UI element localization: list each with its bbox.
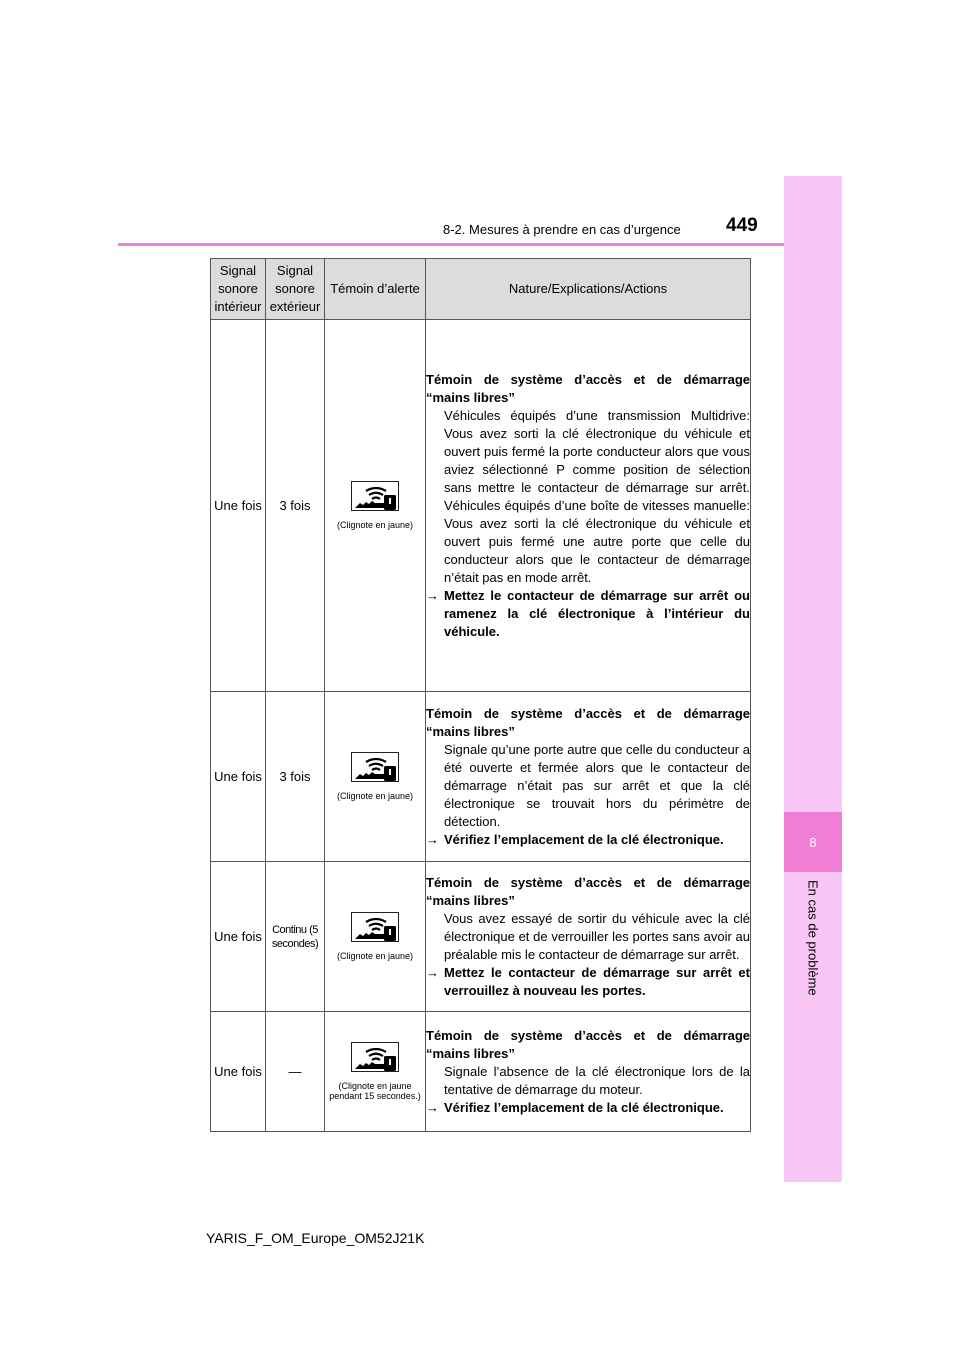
interior-buzzer-cell: Une fois <box>211 862 266 1012</box>
row-action-text: Vérifiez l’emplacement de la clé électronique. <box>444 831 724 847</box>
section-header: 8-2. Mesures à prendre en cas d’urgence <box>443 222 681 237</box>
smart-key-warning-icon <box>351 752 399 782</box>
row-title-sub: “mains libres” <box>426 892 515 908</box>
row-explanation: Vous avez essayé de sortir du véhicule avec la clé électronique et de verrouiller les portes sans avoir au préalable mis le contacteur de démarrage sur arrêt. <box>444 910 750 962</box>
interior-buzzer-cell: Une fois <box>211 692 266 862</box>
row-explanation: Véhicules équipés d’une transmission Multidrive: Vous avez sorti la clé électronique du véhicule et ouvert puis fermé la porte conducteur alors que vous aviez sélectionné P comme position de sélection sans mettre le contacteur de démarrage sur arrêt. Véhicules équipés d’une boîte de vitesses manuelle: Vous avez sorti la clé électronique du véhicule et ouvert puis fermé une autre porte que celle du conducteur alors que le contacteur de démarrage n’était pas en mode arrêt. <box>444 407 750 585</box>
smart-key-warning-icon <box>351 912 399 942</box>
table-header-row <box>211 259 751 320</box>
header-details: Nature/Explications/Actions <box>426 259 751 320</box>
page-number: 449 <box>726 215 758 236</box>
chapter-title: En cas de problème <box>805 880 821 996</box>
arrow-icon: → <box>426 587 439 603</box>
interior-buzzer-cell: Une fois <box>211 320 266 692</box>
row-explanation: Signale l’absence de la clé électronique lors de la tentative de démarrage du moteur. <box>444 1063 750 1097</box>
exterior-buzzer-cell: — <box>266 1012 325 1132</box>
row-action <box>426 964 750 1000</box>
row-title: Témoin de système d’accès et de démarrage <box>426 1027 750 1043</box>
interior-buzzer-cell: Une fois <box>211 1012 266 1132</box>
row-title-sub: “mains libres” <box>426 1045 515 1061</box>
row-action-text: Vérifiez l’emplacement de la clé électronique. <box>444 1099 724 1115</box>
row-action <box>426 1099 750 1117</box>
header-rule <box>118 243 784 246</box>
warning-light-cell <box>325 320 426 692</box>
blink-note: (Clignote en jaune) <box>336 951 414 961</box>
table-row <box>211 1012 751 1132</box>
row-action-text: Mettez le contacteur de démarrage sur arrêt ou ramenez la clé électronique à l’intérieur du véhicule. <box>444 587 750 639</box>
header-exterior-buzzer: Signal sonore extérieur <box>266 259 325 320</box>
header-warning-light: Témoin d’alerte <box>325 259 426 320</box>
row-title-sub: “mains libres” <box>426 723 515 739</box>
header-interior-buzzer: Signal sonore intérieur <box>211 259 266 320</box>
warning-light-cell <box>325 862 426 1012</box>
row-title: Témoin de système d’accès et de démarrage <box>426 371 750 387</box>
details-cell <box>426 320 751 692</box>
table-row <box>211 692 751 862</box>
row-action-text: Mettez le contacteur de démarrage sur arrêt et verrouillez à nouveau les portes. <box>444 964 750 998</box>
arrow-icon: → <box>426 831 439 847</box>
warning-light-cell <box>325 692 426 862</box>
warning-light-cell <box>325 1012 426 1132</box>
smart-key-warning-icon <box>351 1042 399 1072</box>
row-title: Témoin de système d’accès et de démarrage <box>426 705 750 721</box>
row-title-sub: “mains libres” <box>426 389 515 405</box>
arrow-icon: → <box>426 964 439 980</box>
exterior-buzzer-cell: 3 fois <box>266 320 325 692</box>
row-action <box>426 587 750 641</box>
warning-table <box>210 258 751 1132</box>
table-row <box>211 320 751 692</box>
details-cell <box>426 692 751 862</box>
details-cell <box>426 862 751 1012</box>
document-code: YARIS_F_OM_Europe_OM52J21K <box>206 1230 425 1246</box>
blink-note: (Clignote en jaune) <box>336 791 414 801</box>
exterior-buzzer-cell: Continu (5 secondes) <box>266 862 325 1012</box>
smart-key-warning-icon <box>351 481 399 511</box>
row-explanation: Signale qu’une porte autre que celle du conducteur a été ouverte et fermée alors que le contacteur de démarrage n’était pas sur arrêt et que la clé électronique se trouvait hors du périmètre de détection. <box>444 741 750 829</box>
chapter-number: 8 <box>809 834 817 850</box>
arrow-icon: → <box>426 1099 439 1115</box>
row-title: Témoin de système d’accès et de démarrage <box>426 874 750 890</box>
details-cell <box>426 1012 751 1132</box>
row-action <box>426 831 750 849</box>
chapter-number-box <box>784 812 842 872</box>
table-row <box>211 862 751 1012</box>
blink-note: (Clignote en jaune pendant 15 secondes.) <box>329 1081 421 1101</box>
exterior-buzzer-cell: 3 fois <box>266 692 325 862</box>
blink-note: (Clignote en jaune) <box>336 520 414 530</box>
